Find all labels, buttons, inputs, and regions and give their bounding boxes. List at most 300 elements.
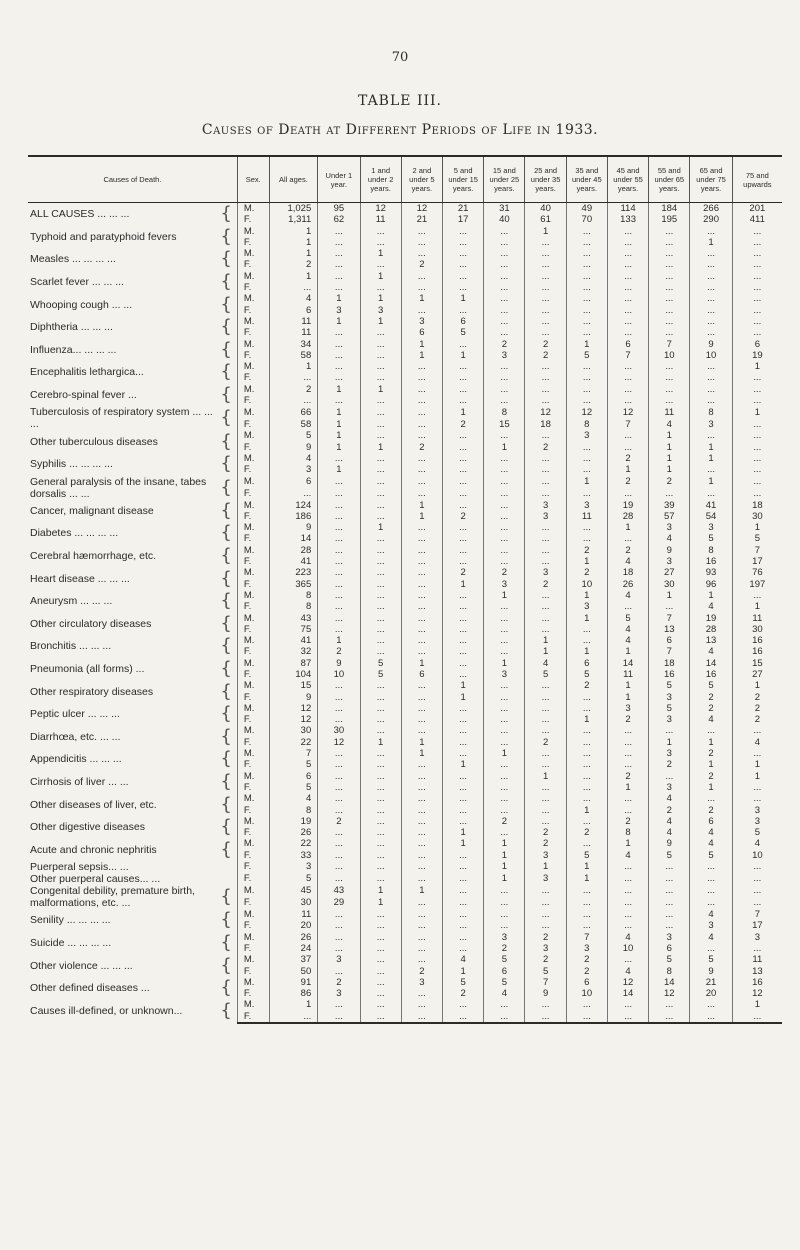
value-cell: ... [443,714,484,725]
value-cell: 41 [269,635,318,646]
value-cell: ... [318,259,360,270]
table-row [28,226,782,237]
value-cell: 12 [360,203,401,215]
value-cell: 1 [732,522,782,533]
cause-label: Causes ill-defined, or unknown... [30,1005,183,1018]
value-cell: ... [732,316,782,327]
value-cell: 1 [649,590,690,601]
cause-cell [28,954,237,977]
sex-cell: M. [237,771,269,782]
sex-cell: F. [237,920,269,931]
value-cell: 14 [607,658,648,669]
value-cell: 10 [318,669,360,680]
value-cell: 4 [690,714,732,725]
value-cell: ... [318,838,360,849]
value-cell: 11 [269,327,318,338]
cause-label: Pneumonia (all forms) ... [30,662,145,675]
value-cell: ... [690,259,732,270]
value-cell: ... [318,909,360,920]
table-row [28,873,782,885]
value-cell: ... [401,932,442,943]
value-cell: ... [443,737,484,748]
value-cell: ... [607,395,648,406]
value-cell: ... [360,372,401,383]
cause-label: Whooping cough ... ... [30,298,133,311]
value-cell: ... [401,282,442,293]
column-header: Causes of Death. [28,156,237,203]
cause-cell [28,977,237,1000]
value-cell: ... [525,692,566,703]
value-cell: ... [484,714,525,725]
value-cell: ... [443,885,484,897]
value-cell: ... [443,305,484,316]
value-cell: ... [607,861,648,873]
value-cell: 8 [484,406,525,418]
value-cell: ... [566,453,607,464]
value-cell: ... [607,271,648,282]
value-cell: 8 [269,601,318,612]
value-cell: 13 [690,635,732,646]
value-cell: 16 [690,669,732,680]
value-cell: 114 [607,203,648,215]
value-cell: ... [525,748,566,759]
value-cell: 3 [690,920,732,931]
cause-label: Appendicitis ... ... ... [30,753,122,766]
value-cell: 197 [732,579,782,590]
value-cell: ... [525,793,566,804]
value-cell: ... [360,748,401,759]
value-cell: ... [443,372,484,383]
value-cell: 1 [484,748,525,759]
value-cell: 1 [649,430,690,441]
value-cell: ... [607,805,648,816]
value-cell: 3 [401,316,442,327]
value-cell: ... [525,476,566,488]
value-cell: 195 [649,214,690,225]
value-cell: 4 [690,838,732,849]
value-cell: 5 [269,782,318,793]
value-cell: ... [732,782,782,793]
table-row [28,545,782,556]
value-cell: 8 [269,590,318,601]
value-cell: 2 [566,545,607,556]
value-cell: 18 [732,500,782,511]
cause-cell [28,703,237,726]
value-cell: ... [649,327,690,338]
value-cell: 2 [525,339,566,350]
value-cell: 28 [269,545,318,556]
value-cell: ... [566,748,607,759]
value-cell: 62 [318,214,360,225]
value-cell: 1,311 [269,214,318,225]
brace-icon: { [220,816,232,838]
value-cell: ... [607,384,648,395]
value-cell: 2 [732,692,782,703]
value-cell: 86 [269,988,318,999]
cause-label: General paralysis of the insane, tabes dorsalis ... ... [30,475,207,500]
value-cell: 17 [443,214,484,225]
value-cell: 2 [607,816,648,827]
brace-icon: { [220,657,232,679]
value-cell: 6 [607,339,648,350]
value-cell: 3 [732,816,782,827]
value-cell: 45 [269,885,318,897]
value-cell: 87 [269,658,318,669]
value-cell: 40 [525,203,566,215]
value-cell: ... [318,533,360,544]
value-cell: 1 [690,442,732,453]
sex-cell: M. [237,635,269,646]
value-cell: ... [484,646,525,657]
brace-icon: { [220,430,232,452]
value-cell: ... [318,327,360,338]
sex-cell: F. [237,305,269,316]
value-cell: 2 [443,567,484,578]
value-cell: 13 [732,966,782,977]
cause-cell [28,838,237,861]
value-cell: 11 [269,909,318,920]
value-cell: 4 [269,293,318,304]
sex-cell: F. [237,464,269,475]
value-cell: ... [690,464,732,475]
value-cell: ... [484,226,525,237]
cause-label: Other defined diseases ... [30,982,150,995]
value-cell: ... [401,771,442,782]
table-subtitle: Causes of Death at Different Periods of Life in 1933. [201,122,599,138]
column-header: Under 1 year. [318,156,360,203]
value-cell: ... [566,624,607,635]
value-cell: 11 [607,669,648,680]
value-cell: ... [360,999,401,1010]
value-cell: 7 [649,339,690,350]
value-cell: 5 [649,954,690,965]
value-cell: ... [690,226,732,237]
value-cell: ... [484,259,525,270]
value-cell: ... [566,442,607,453]
value-cell: 1 [443,759,484,770]
cause-cell [28,316,237,339]
value-cell: 2 [484,567,525,578]
value-cell: 66 [269,406,318,418]
value-cell: ... [360,635,401,646]
column-header: 45 and under 55 years. [607,156,648,203]
brace-icon: { [220,793,232,815]
column-header: 5 and under 15 years. [443,156,484,203]
value-cell: ... [401,897,442,909]
value-cell: 1 [360,316,401,327]
value-cell: ... [269,282,318,293]
sex-cell: M. [237,500,269,511]
value-cell: 3 [525,943,566,954]
value-cell: 1 [484,861,525,873]
value-cell: ... [566,488,607,500]
value-cell: 15 [269,680,318,691]
value-cell: ... [566,293,607,304]
value-cell: 223 [269,567,318,578]
value-cell: 12 [566,406,607,418]
value-cell: ... [607,793,648,804]
value-cell: ... [318,759,360,770]
value-cell: 2 [690,771,732,782]
value-cell: ... [649,372,690,383]
value-cell: ... [318,850,360,861]
value-cell: 1 [525,771,566,782]
value-cell: ... [607,372,648,383]
value-cell: 1 [443,579,484,590]
value-cell: ... [484,920,525,931]
value-cell: 4 [484,988,525,999]
value-cell: ... [318,624,360,635]
value-cell: ... [318,861,360,873]
value-cell: ... [443,669,484,680]
value-cell: 4 [607,850,648,861]
value-cell: ... [443,488,484,500]
value-cell: 8 [649,966,690,977]
value-cell: ... [566,999,607,1010]
value-cell: ... [732,725,782,736]
value-cell: 9 [649,838,690,849]
brace-icon: { [220,680,232,702]
cause-label: Bronchitis ... ... ... [30,640,112,653]
sex-cell: F. [237,579,269,590]
value-cell: ... [649,248,690,259]
brace-icon: { [220,931,232,953]
brace-icon: { [220,725,232,747]
value-cell: 411 [732,214,782,225]
value-cell: ... [443,601,484,612]
value-cell: ... [525,453,566,464]
brace-icon: { [220,248,232,270]
value-cell: 4 [607,966,648,977]
value-cell: 2 [401,259,442,270]
value-cell: 1 [690,476,732,488]
value-cell: ... [443,658,484,669]
brace-icon: { [220,703,232,725]
brace-icon: { [220,590,232,612]
sex-cell: F. [237,943,269,954]
value-cell: ... [443,909,484,920]
value-cell: ... [732,384,782,395]
table-row [28,658,782,669]
value-cell: ... [401,988,442,999]
value-cell: 43 [269,613,318,624]
value-cell: ... [401,920,442,931]
value-cell: 3 [484,669,525,680]
value-cell: 7 [607,418,648,430]
value-cell: ... [318,601,360,612]
sex-cell: M. [237,590,269,601]
value-cell: 50 [269,966,318,977]
value-cell: ... [401,406,442,418]
table-row [28,771,782,782]
table-row [28,816,782,827]
value-cell: ... [649,361,690,372]
value-cell: 31 [484,203,525,215]
value-cell: 7 [732,909,782,920]
value-cell: ... [649,1011,690,1023]
value-cell: ... [484,737,525,748]
mortality-table-wrapper [28,155,782,1024]
value-cell: 5 [649,703,690,714]
value-cell: ... [360,533,401,544]
value-cell: 3 [649,522,690,533]
value-cell: 1 [360,248,401,259]
value-cell: ... [732,861,782,873]
value-cell: 10 [566,988,607,999]
value-cell: 1 [484,850,525,861]
value-cell: 5 [484,977,525,988]
value-cell: ... [484,556,525,567]
table-row [28,293,782,304]
value-cell: 21 [401,214,442,225]
cause-label: Acute and chronic nephritis [30,843,157,856]
value-cell: ... [318,350,360,361]
value-cell: 3 [566,500,607,511]
value-cell: ... [443,613,484,624]
sex-cell: M. [237,977,269,988]
value-cell: ... [566,897,607,909]
sex-cell: F. [237,418,269,430]
cause-label: Suicide ... ... ... ... [30,936,112,949]
value-cell: 12 [269,703,318,714]
value-cell: 5 [690,680,732,691]
value-cell: ... [318,692,360,703]
sex-cell: M. [237,406,269,418]
value-cell: 28 [607,511,648,522]
value-cell: ... [401,361,442,372]
value-cell: 1 [732,601,782,612]
cause-label: Encephalitis lethargica... [30,366,144,379]
value-cell: ... [525,999,566,1010]
value-cell: ... [443,237,484,248]
value-cell: 1 [649,442,690,453]
value-cell: 4 [690,601,732,612]
value-cell: ... [401,873,442,885]
value-cell: 6 [269,305,318,316]
value-cell: 2 [649,805,690,816]
value-cell: 1 [732,406,782,418]
value-cell: 5 [525,669,566,680]
value-cell: ... [360,259,401,270]
table-row [28,635,782,646]
value-cell: 10 [732,850,782,861]
value-cell: ... [318,873,360,885]
value-cell: ... [443,282,484,293]
column-header: 55 and under 65 years. [649,156,690,203]
cause-label: Cerebral hæmorrhage, etc. [30,550,157,563]
value-cell: 6 [732,339,782,350]
value-cell: ... [566,1011,607,1023]
value-cell: ... [443,624,484,635]
value-cell: 1 [566,861,607,873]
value-cell: 2 [690,805,732,816]
value-cell: ... [525,271,566,282]
value-cell: ... [318,226,360,237]
value-cell: 1 [269,226,318,237]
brace-icon: { [220,748,232,770]
value-cell: ... [525,430,566,441]
value-cell: 1 [269,248,318,259]
value-cell: 70 [566,214,607,225]
value-cell: ... [360,567,401,578]
value-cell: 6 [566,977,607,988]
cause-label: ALL CAUSES ... ... ... [30,208,130,221]
value-cell: 2 [525,827,566,838]
value-cell: 6 [484,966,525,977]
value-cell: 2 [484,816,525,827]
value-cell: 18 [525,418,566,430]
sex-cell: M. [237,248,269,259]
cause-label: Puerperal sepsis... ... [30,861,129,874]
value-cell: ... [360,954,401,965]
value-cell: ... [360,395,401,406]
value-cell: ... [443,873,484,885]
value-cell: 1 [401,293,442,304]
value-cell: ... [360,430,401,441]
value-cell: ... [566,703,607,714]
value-cell: 8 [690,406,732,418]
value-cell: 4 [649,827,690,838]
sex-cell: M. [237,932,269,943]
cause-label: Tuberculosis of respiratory system ... ... ... [30,406,213,431]
brace-icon: { [220,545,232,567]
table-row [28,703,782,714]
value-cell: 3 [649,714,690,725]
brace-icon: { [220,838,232,860]
cause-label: Typhoid and paratyphoid fevers [30,230,177,243]
value-cell: 1 [401,737,442,748]
value-cell: ... [607,873,648,885]
value-cell: 4 [607,556,648,567]
value-cell: 10 [566,579,607,590]
value-cell: ... [649,861,690,873]
value-cell: 1 [360,271,401,282]
value-cell: ... [525,703,566,714]
value-cell: ... [484,1011,525,1023]
value-cell: 5 [360,658,401,669]
value-cell: ... [360,500,401,511]
value-cell: ... [443,271,484,282]
table-row [28,909,782,920]
table-row [28,248,782,259]
sex-cell: M. [237,658,269,669]
cause-label: Syphilis ... ... ... ... [30,458,113,471]
value-cell: ... [443,793,484,804]
value-cell: ... [607,920,648,931]
cause-cell [28,361,237,384]
cause-label: Measles ... ... ... ... [30,253,116,266]
sex-cell: F. [237,861,269,873]
table-row [28,590,782,601]
value-cell: ... [525,316,566,327]
value-cell: 1 [732,771,782,782]
cause-cell [28,567,237,590]
value-cell: 18 [607,567,648,578]
value-cell: ... [318,613,360,624]
value-cell: ... [360,556,401,567]
brace-icon: { [220,476,232,498]
value-cell: 27 [732,669,782,680]
brace-icon: { [220,384,232,406]
value-cell: ... [690,873,732,885]
value-cell: 133 [607,214,648,225]
value-cell: ... [360,579,401,590]
sex-cell: M. [237,680,269,691]
value-cell: ... [732,590,782,601]
value-cell: 4 [525,658,566,669]
value-cell: 26 [269,932,318,943]
value-cell: 4 [649,418,690,430]
